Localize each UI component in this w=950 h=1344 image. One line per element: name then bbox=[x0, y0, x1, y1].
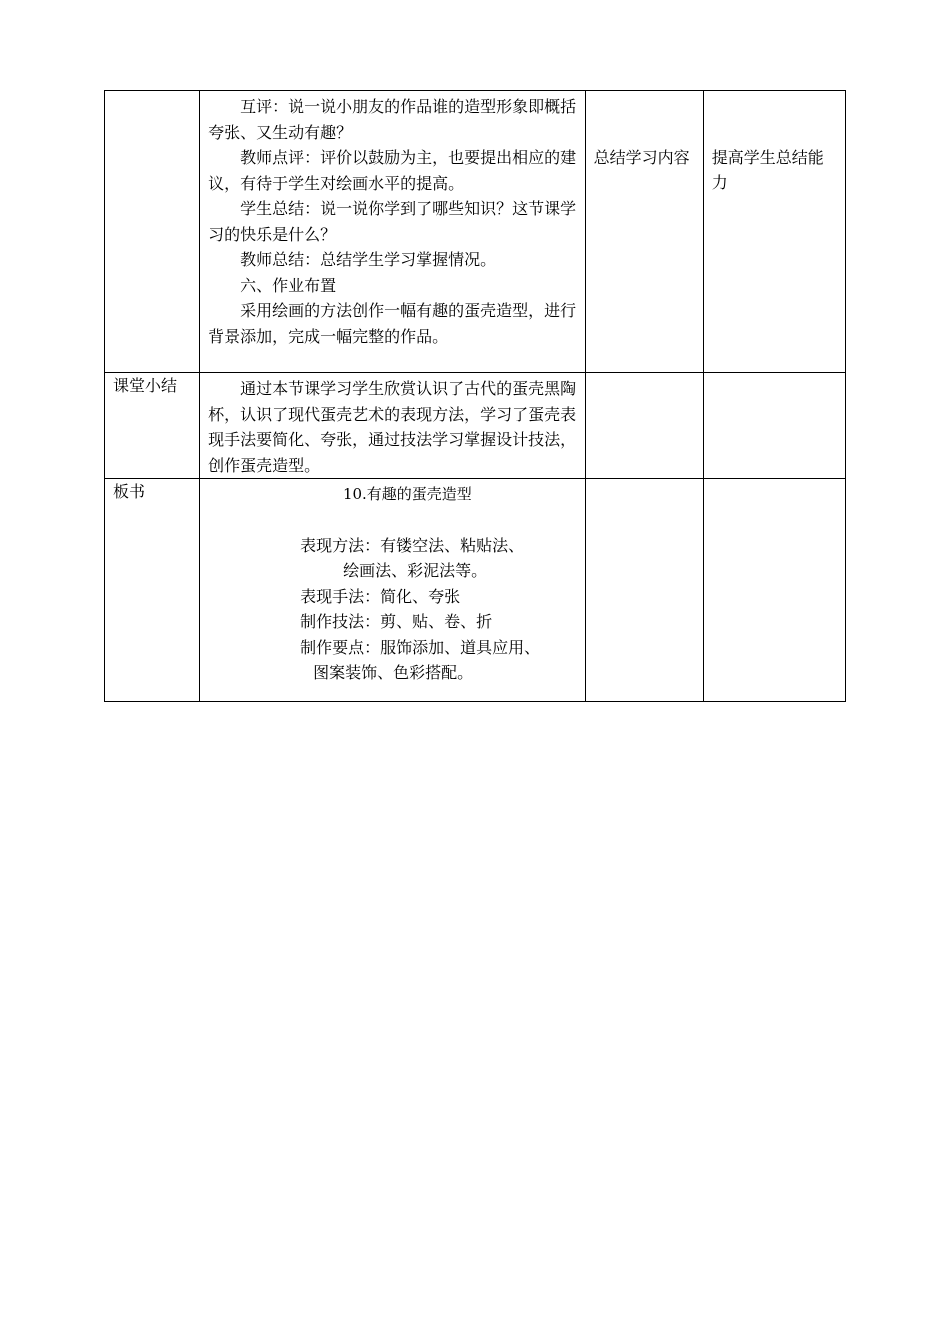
row2-content-cell bbox=[200, 373, 586, 479]
row1-label-cell bbox=[105, 91, 200, 373]
row2-goal-cell bbox=[703, 373, 845, 479]
peer-review-paragraph: 互评：说一说小朋友的作品谁的造型形象即概括夸张、又生动有趣？ bbox=[208, 97, 577, 142]
row3-content-cell bbox=[200, 479, 586, 702]
row3-goal-cell bbox=[703, 479, 845, 702]
row3-purpose-cell bbox=[585, 479, 703, 702]
class-summary-label: 课堂小结 bbox=[113, 376, 178, 395]
row2-purpose-cell bbox=[585, 373, 703, 479]
teacher-review-paragraph: 教师点评：评价以鼓励为主，也要提出相应的建议，有待于学生对绘画水平的提高。 bbox=[208, 148, 577, 193]
class-summary-text: 通过本节课学习学生欣赏认识了古代的蛋壳黑陶杯，认识了现代蛋壳艺术的表现方法，学习了蛋壳表现手法要简化、夸张，通过技法学习掌握设计技法，创作蛋壳造型。 bbox=[208, 379, 577, 475]
table-row bbox=[105, 91, 846, 373]
blackboard-content bbox=[200, 479, 585, 686]
table-row bbox=[105, 373, 846, 479]
table-row bbox=[105, 479, 846, 702]
blackboard-line: 制作要点：服饰添加、道具应用、 bbox=[300, 637, 541, 657]
blackboard-title: 10.有趣的蛋壳造型 bbox=[342, 485, 472, 503]
lesson-plan-table bbox=[104, 90, 846, 702]
student-summary-paragraph: 学生总结：说一说你学到了哪些知识？这节课学习的快乐是什么？ bbox=[208, 199, 577, 244]
blackboard-line: 制作技法：剪、贴、卷、折 bbox=[300, 612, 493, 631]
row1-content-cell bbox=[200, 91, 586, 373]
row1-purpose-text: 总结学习内容 bbox=[593, 148, 690, 167]
blackboard-label: 板书 bbox=[113, 482, 146, 501]
row1-goal-cell bbox=[703, 91, 845, 373]
teacher-summary-paragraph: 教师总结：总结学生学习掌握情况。 bbox=[240, 250, 497, 269]
homework-paragraph: 采用绘画的方法创作一幅有趣的蛋壳造型，进行背景添加，完成一幅完整的作品。 bbox=[208, 301, 577, 346]
blackboard-line: 绘画法、彩泥法等。 bbox=[343, 561, 488, 580]
homework-heading: 六、作业布置 bbox=[240, 275, 337, 295]
blackboard-line: 图案装饰、色彩搭配。 bbox=[313, 663, 474, 682]
row3-label-cell bbox=[105, 479, 200, 702]
row1-purpose-cell bbox=[585, 91, 703, 373]
row2-label-cell bbox=[105, 373, 200, 479]
blackboard-line: 表现方法：有镂空法、粘贴法、 bbox=[300, 535, 525, 555]
blackboard-line: 表现手法：简化、夸张 bbox=[300, 586, 461, 606]
row1-goal-text: 提高学生总结能力 bbox=[711, 148, 824, 192]
